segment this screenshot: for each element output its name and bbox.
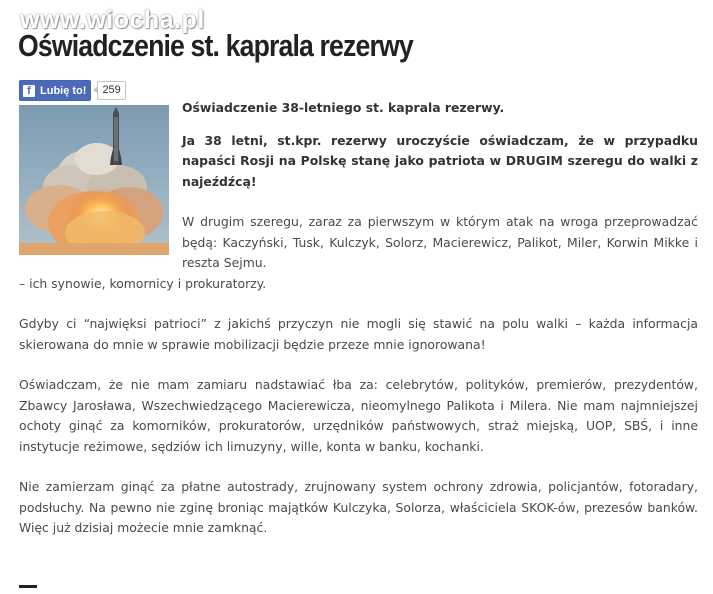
facebook-like-label: Lubię to! bbox=[40, 84, 87, 97]
article-body bbox=[19, 98, 698, 559]
article-refusal: Oświadczam, że nie mam zamiaru nadstawiać łba za: celebrytów, polityków, premierów, prezydentów, Zbawcy Jarosława, Wszechwiedzącego Macierewicza, nieomylnego Palikota i Milera. Nie mam najmniejszej ochoty ginąć za komorników, prokuratorów, urzędników państwowych, straż miejską, UOP, SBŚ, i inne instytucje reżimowe, sędziów ich limuzyny, wille, konta w banku, kochanki. bbox=[19, 377, 698, 454]
facebook-like-count: 259 bbox=[97, 81, 125, 100]
site-watermark: www.wiocha.pl bbox=[20, 6, 205, 34]
article-final: Nie zamierzam ginąć za płatne autostrady, zrujnowany system ochrony zdrowia, policjantów, fotoradary, podsłuchy. Na pewno nie zginę broniąc majątków Kulczyka, Solorza, właściciela SKOK-ów, prezesów banków. Więc już dzisiaj możecie mnie zamknąć. bbox=[19, 479, 698, 535]
article-declaration: Ja 38 letni, st.kpr. rezerwy uroczyście oświadczam, że w przypadku napaści Rosji na Polskę stanę jako patriota w DRUGIM szeregu do walki z najeźdźcą! bbox=[182, 132, 698, 189]
article-intro: Oświadczenie 38-letniego st. kaprala rezerwy. bbox=[182, 100, 505, 115]
article-title: Oświadczenie st. kaprala rezerwy bbox=[18, 28, 413, 63]
next-heading-fragment bbox=[19, 585, 37, 588]
article-patriots: Gdyby ci “najwięksi patrioci” z jakichś przyczyn nie mogli się stawić na polu walki – każda informacja skierowana do mnie w sprawie mobilizacji będzie przeze mnie ignorowana! bbox=[19, 316, 698, 352]
image-spacer bbox=[19, 98, 182, 256]
article-second-row-cont: – ich synowie, komornicy i prokuratorzy. bbox=[19, 275, 267, 291]
article-second-row: W drugim szeregu, zaraz za pierwszym w którym atak na wroga przeprowadzać będą: Kaczyński, Tusk, Kulczyk, Solorz, Macierewicz, Palikot, Miler, Korwin Mikke i reszta Sejmu. bbox=[182, 214, 698, 270]
facebook-icon: f bbox=[23, 85, 35, 97]
